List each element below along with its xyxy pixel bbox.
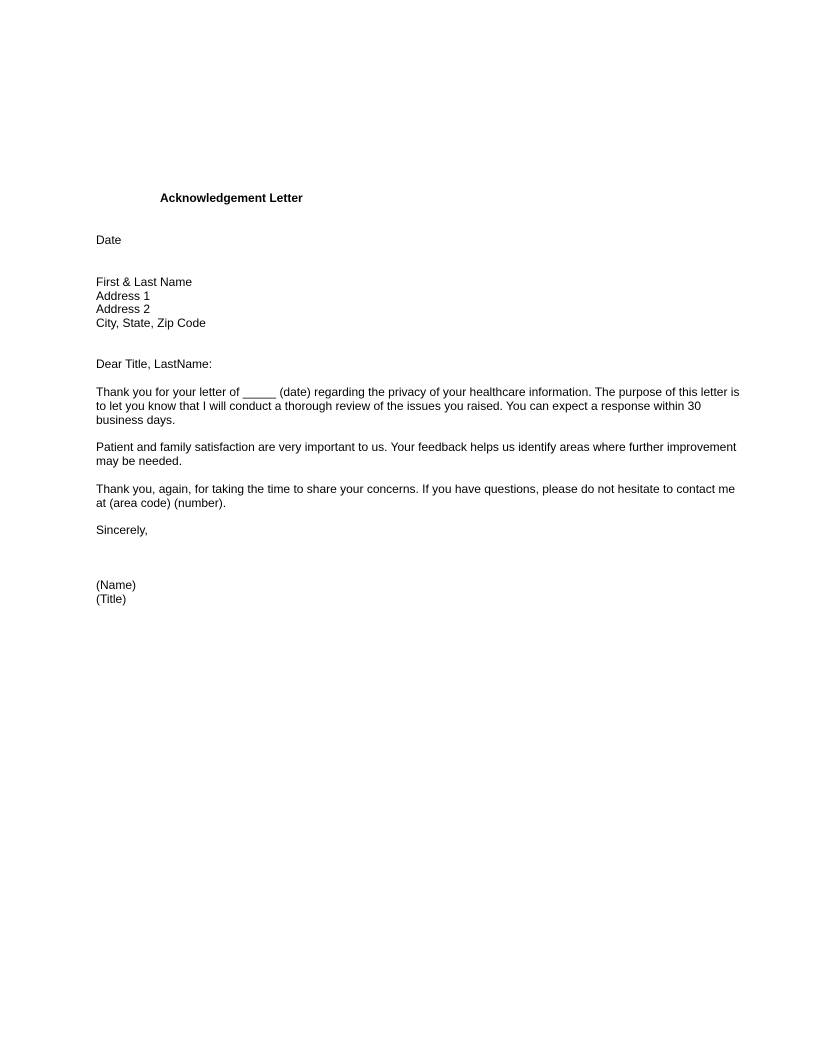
paragraph-2-line: Patient and family satisfaction are very important to us. Your feedback helps us identify areas where further improvement (96, 440, 737, 454)
date-label: Date (96, 233, 122, 247)
paragraph-3 (96, 482, 746, 510)
paragraph-1-line: to let you know that I will conduct a thorough review of the issues you raised. You can expect a response within 30 (96, 399, 702, 413)
recipient-city-line: City, State, Zip Code (96, 316, 206, 330)
signature-title: (Title) (96, 592, 127, 606)
paragraph-1-line: business days. (96, 413, 176, 427)
paragraph-2 (96, 440, 746, 468)
recipient-address-2: Address 2 (96, 302, 151, 316)
paragraph-2-line: may be needed. (96, 454, 183, 468)
paragraph-1-line: Thank you for your letter of _____ (date) regarding the privacy of your healthcare information. The purpose of this letter is (96, 385, 740, 399)
closing: Sincerely, (96, 523, 148, 537)
recipient-name: First & Last Name (96, 275, 193, 289)
letter-title: Acknowledgement Letter (160, 191, 303, 205)
paragraph-3-line: at (area code) (number). (96, 496, 227, 510)
recipient-address-1: Address 1 (96, 289, 151, 303)
salutation: Dear Title, LastName: (96, 357, 213, 371)
paragraph-1 (96, 385, 746, 427)
signature-name: (Name) (96, 578, 137, 592)
paragraph-3-line: Thank you, again, for taking the time to share your concerns. If you have questions, please do not hesitate to contact me (96, 482, 736, 496)
